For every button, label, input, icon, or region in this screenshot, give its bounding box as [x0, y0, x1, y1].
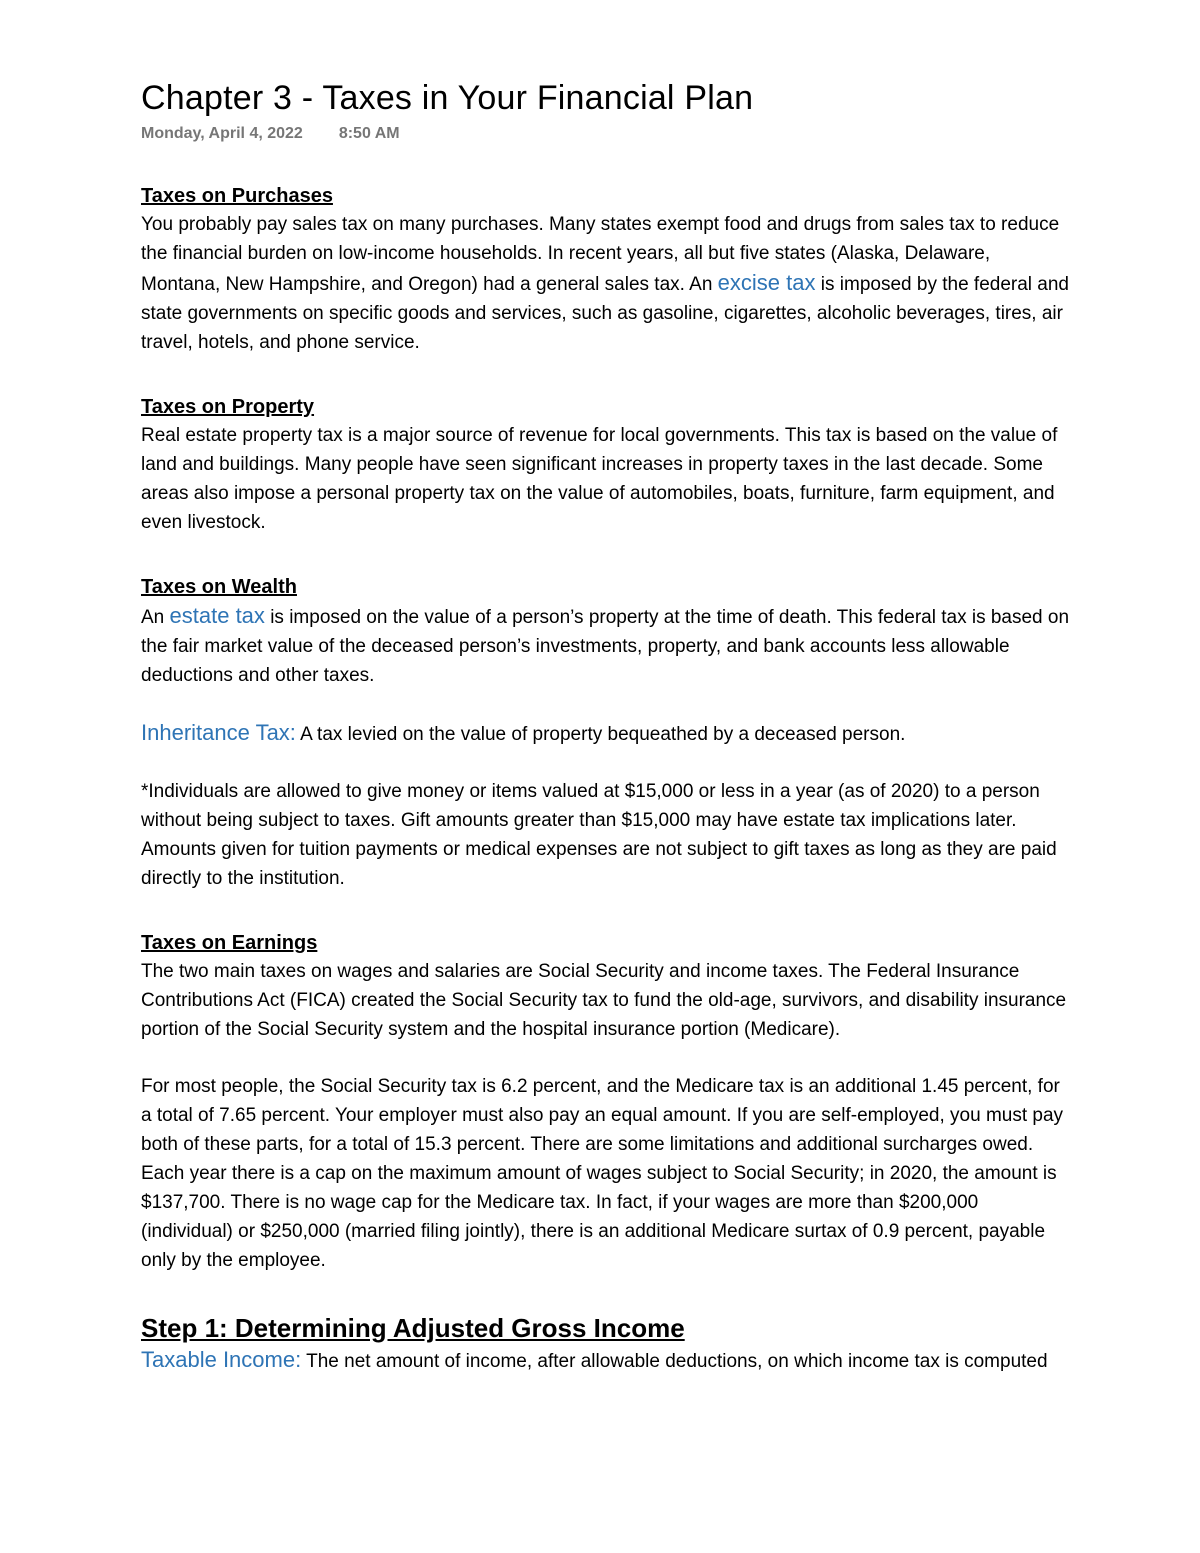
- section-purchases: [141, 182, 1070, 357]
- term-estate-tax: estate tax: [169, 603, 265, 628]
- term-taxable-income: Taxable Income:: [141, 1347, 302, 1372]
- page-timestamp: [141, 124, 1070, 144]
- definition-inheritance-tax: A tax levied on the value of property bequeathed by a deceased person.: [295, 724, 906, 745]
- section-wealth: [141, 573, 1070, 893]
- section-heading-earnings: Taxes on Earnings: [141, 932, 318, 954]
- paragraph-purchases: [141, 210, 1070, 357]
- section-property: [141, 393, 1070, 537]
- paragraph-property: Real estate property tax is a major source of revenue for local governments. This tax is based on the value of land and buildings. Many people have seen significant increases in property taxes in the last decade. Some areas also impose a personal property tax on the value of automobiles, boats, furniture, farm equipment, and even livestock.: [141, 425, 1058, 533]
- text-segment: is imposed on the value of a person’s property at the time of death. This federal tax is based on the fair market value of the deceased person’s investments, property, and bank accounts less allowable deductions and other taxes.: [141, 607, 1070, 686]
- term-inheritance-tax: Inheritance Tax:: [141, 720, 296, 745]
- paragraph-social-security-rates: For most people, the Social Security tax is 6.2 percent, and the Medicare tax is an additional 1.45 percent, for a total of 7.65 percent. Your employer must also pay an equal amount. If you are self-employed, you must pay both of these parts, for a total of 15.3 percent. There are some limitations and additional surcharges owed. Each year there is a cap on the maximum amount of wages subject to Social Security; in 2020, the amount is $137,700. There is no wage cap for the Medicare tax. In fact, if your wages are more than $200,000 (individual) or $250,000 (married filing jointly), there is an additional Medicare surtax of 0.9 percent, payable only by the employee.: [141, 1076, 1064, 1271]
- term-excise-tax: excise tax: [717, 270, 816, 295]
- paragraph-inheritance-tax: [141, 718, 1070, 749]
- paragraph-estate-tax: [141, 601, 1070, 690]
- text-segment: An: [141, 607, 170, 628]
- section-earnings: [141, 929, 1070, 1275]
- page-time: 8:50 AM: [338, 125, 400, 142]
- paragraph-fica: The two main taxes on wages and salaries are Social Security and income taxes. The Federal Insurance Contributions Act (FICA) created the Social Security tax to fund the old-age, survivors, and disability insurance portion of the Social Security system and the hospital insurance portion (Medicare).: [141, 961, 1067, 1040]
- text-segment: is imposed by the federal and state governments on specific goods and services, such as gasoline, cigarettes, alcoholic beverages, tires, air travel, hotels, and phone service.: [141, 274, 1069, 353]
- paragraph-taxable-income: [141, 1345, 1070, 1376]
- section-heading-property: Taxes on Property: [141, 396, 315, 418]
- section-step-1: [141, 1311, 1070, 1376]
- page-date: Monday, April 4, 2022: [141, 125, 303, 142]
- page-title: Chapter 3 - Taxes in Your Financial Plan: [141, 79, 754, 117]
- definition-taxable-income: The net amount of income, after allowable deductions, on which income tax is computed: [301, 1351, 1048, 1372]
- text-segment: You probably pay sales tax on many purchases. Many states exempt food and drugs from sales tax to reduce the financial burden on low-income households. In recent years, all but five states (Alaska, Delaware, Montana, New Hampshire, and Oregon) had a general sales tax. An: [141, 214, 1060, 295]
- paragraph-gift-note: *Individuals are allowed to give money or items valued at $15,000 or less in a year (as of 2020) to a person without being subject to taxes. Gift amounts greater than $15,000 may have estate tax implications later. Amounts given for tuition payments or medical expenses are not subject to gift taxes as long as they are paid directly to the institution.: [141, 781, 1057, 889]
- section-heading-wealth: Taxes on Wealth: [141, 576, 297, 598]
- section-heading-step-1: Step 1: Determining Adjusted Gross Income: [141, 1313, 685, 1343]
- section-heading-purchases: Taxes on Purchases: [141, 185, 333, 207]
